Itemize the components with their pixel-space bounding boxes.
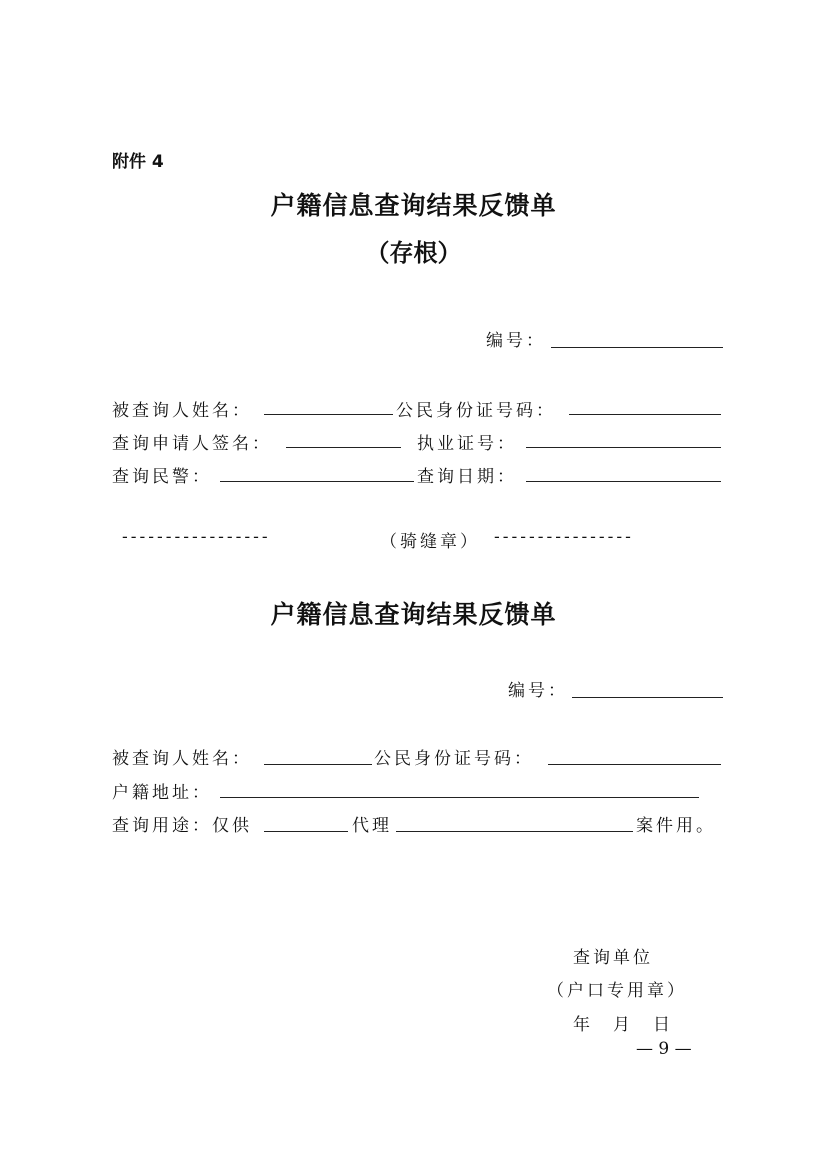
stub-number-field[interactable] [551, 347, 723, 348]
stub-license-number-label: 执业证号： [417, 434, 517, 454]
stub-applicant-signature-label: 查询申请人签名： [112, 434, 272, 454]
perforation-left-dashes: ----------------- [122, 527, 271, 547]
stub-subtitle: （存根） [365, 238, 462, 267]
feedback-subject-name-field[interactable] [264, 764, 372, 765]
seal-note: （户口专用章） [547, 981, 687, 1001]
feedback-purpose-agent-field[interactable] [264, 831, 348, 832]
stub-id-number-field[interactable] [569, 414, 721, 415]
stub-query-date-field[interactable] [526, 481, 721, 482]
stub-police-label: 查询民警： [112, 467, 212, 487]
page-number: — 9 — [636, 1039, 692, 1059]
feedback-id-number-label: 公民身份证号码： [374, 749, 534, 769]
feedback-number-label: 编号： [508, 681, 568, 701]
stub-number-label: 编号： [486, 331, 546, 351]
feedback-id-number-field[interactable] [548, 764, 721, 765]
date-line: 年 月 日 [573, 1015, 673, 1035]
stub-query-date-label: 查询日期： [417, 467, 517, 487]
feedback-household-address-field[interactable] [220, 797, 699, 798]
stub-police-field[interactable] [220, 481, 414, 482]
feedback-purpose-case-field[interactable] [396, 831, 633, 832]
feedback-purpose-agent-label: 代理 [352, 816, 392, 836]
stub-subject-name-label: 被查询人姓名： [112, 401, 252, 421]
attachment-label: 附件 4 [112, 152, 164, 172]
feedback-household-address-label: 户籍地址： [112, 783, 212, 803]
perforation-right-dashes: ---------------- [494, 527, 634, 547]
stub-subject-name-field[interactable] [264, 414, 393, 415]
stub-id-number-label: 公民身份证号码： [396, 401, 556, 421]
perforation-seal-label: （骑缝章） [380, 532, 480, 552]
feedback-title: 户籍信息查询结果反馈单 [270, 600, 557, 629]
stub-license-number-field[interactable] [526, 447, 721, 448]
stub-applicant-signature-field[interactable] [286, 447, 401, 448]
feedback-number-field[interactable] [572, 697, 723, 698]
feedback-purpose-case-label: 案件用。 [636, 816, 716, 836]
stub-title: 户籍信息查询结果反馈单 [270, 191, 557, 220]
feedback-subject-name-label: 被查询人姓名： [112, 749, 252, 769]
feedback-purpose-label: 查询用途：仅供 [112, 816, 252, 836]
issuing-unit: 查询单位 [573, 948, 653, 968]
